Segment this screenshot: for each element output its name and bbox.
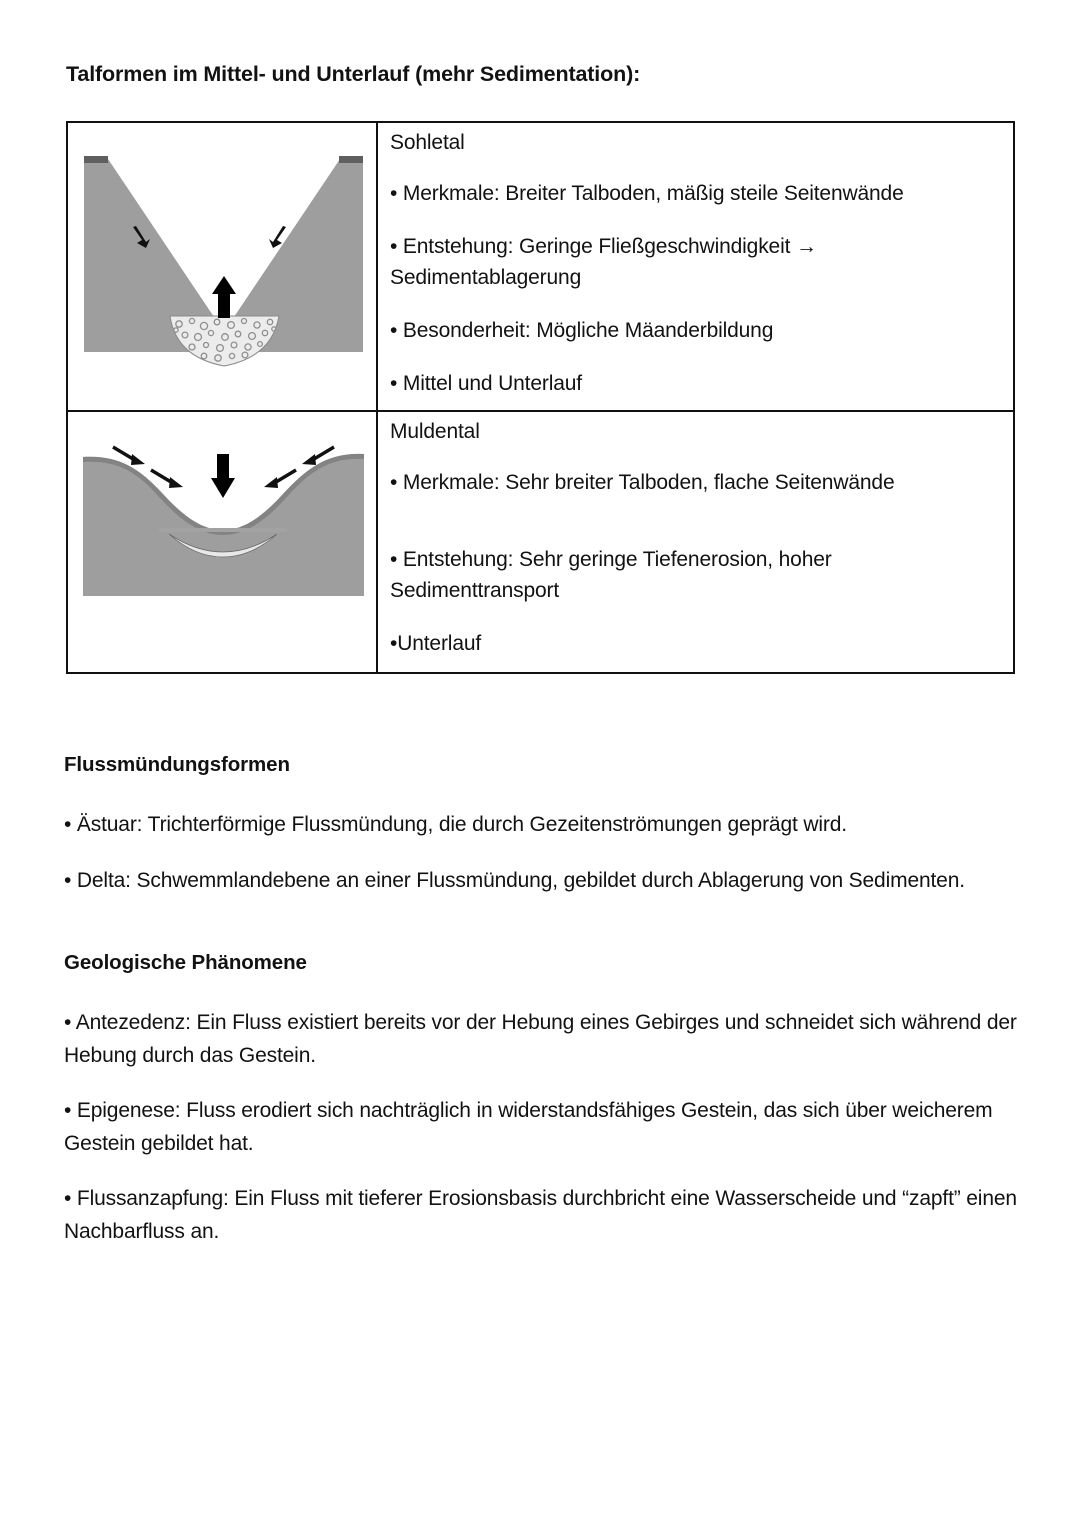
valley-detail-merkmale: • Merkmale: Sehr breiter Talboden, flache Seitenwände (390, 471, 895, 494)
paragraph-delta: • Delta: Schwemmlandebene an einer Flussmündung, gebildet durch Ablagerung von Sedimenten. (64, 869, 965, 892)
valley-detail-entstehung-cont: Sedimenttransport (390, 579, 560, 602)
paragraph-epigenese: • Epigenese: Fluss erodiert sich nachträglich in widerstandsfähiges Gestein, das sich über weicherem Gestein gebildet hat. (64, 1099, 993, 1155)
valley-detail-entstehung-cont: Sedimentablagerung (390, 266, 582, 289)
page-title: Talformen im Mittel- und Unterlauf (mehr Sedimentation): (66, 62, 641, 86)
rock-cap-left (84, 156, 108, 163)
section-heading-flussmuendungsformen: Flussmündungsformen (64, 753, 290, 776)
sediment-fill (170, 316, 279, 366)
table-row (68, 412, 1013, 672)
table-cell-text (378, 123, 1013, 410)
paragraph-antezedenz: • Antezedenz: Ein Fluss existiert bereits vor der Hebung eines Gebirges und schneidet sich während der Hebung durch das Gestein. (64, 1011, 1017, 1067)
valley-detail-besonderheit: • Besonderheit: Mögliche Mäanderbildung (390, 319, 774, 342)
table-cell-diagram (68, 412, 378, 672)
paragraph-flussanzapfung: • Flussanzapfung: Ein Fluss mit tieferer Erosionsbasis durchbricht eine Wasserscheide und “zapft” einen Nachbarfluss an. (64, 1187, 1017, 1243)
valley-name: Muldental (390, 420, 480, 443)
table-cell-diagram (68, 123, 378, 410)
valley-detail-merkmale: • Merkmale: Breiter Talboden, mäßig steile Seitenwände (390, 182, 904, 205)
valley-detail-entstehung: • Entstehung: Sehr geringe Tiefenerosion, hoher (390, 548, 832, 571)
section-heading-geologische-phaenomene: Geologische Phänomene (64, 951, 307, 974)
valley-detail-lauf: • Mittel und Unterlauf (390, 372, 582, 395)
rock-cap-right (339, 156, 363, 163)
table-row (68, 123, 1013, 412)
table-cell-text (378, 412, 1013, 672)
valley-detail-entstehung: • Entstehung: Geringe Fließgeschwindigkeit → (390, 235, 817, 258)
paragraph-aestuar: • Ästuar: Trichterförmige Flussmündung, die durch Gezeitenströmungen geprägt wird. (64, 813, 847, 836)
muldental-cross-section (83, 424, 364, 609)
valley-floor (159, 528, 287, 532)
talformen-table (66, 121, 1015, 674)
valley-name: Sohletal (390, 131, 465, 154)
sohletal-cross-section (84, 144, 363, 392)
valley-detail-lauf: •Unterlauf (390, 632, 482, 655)
